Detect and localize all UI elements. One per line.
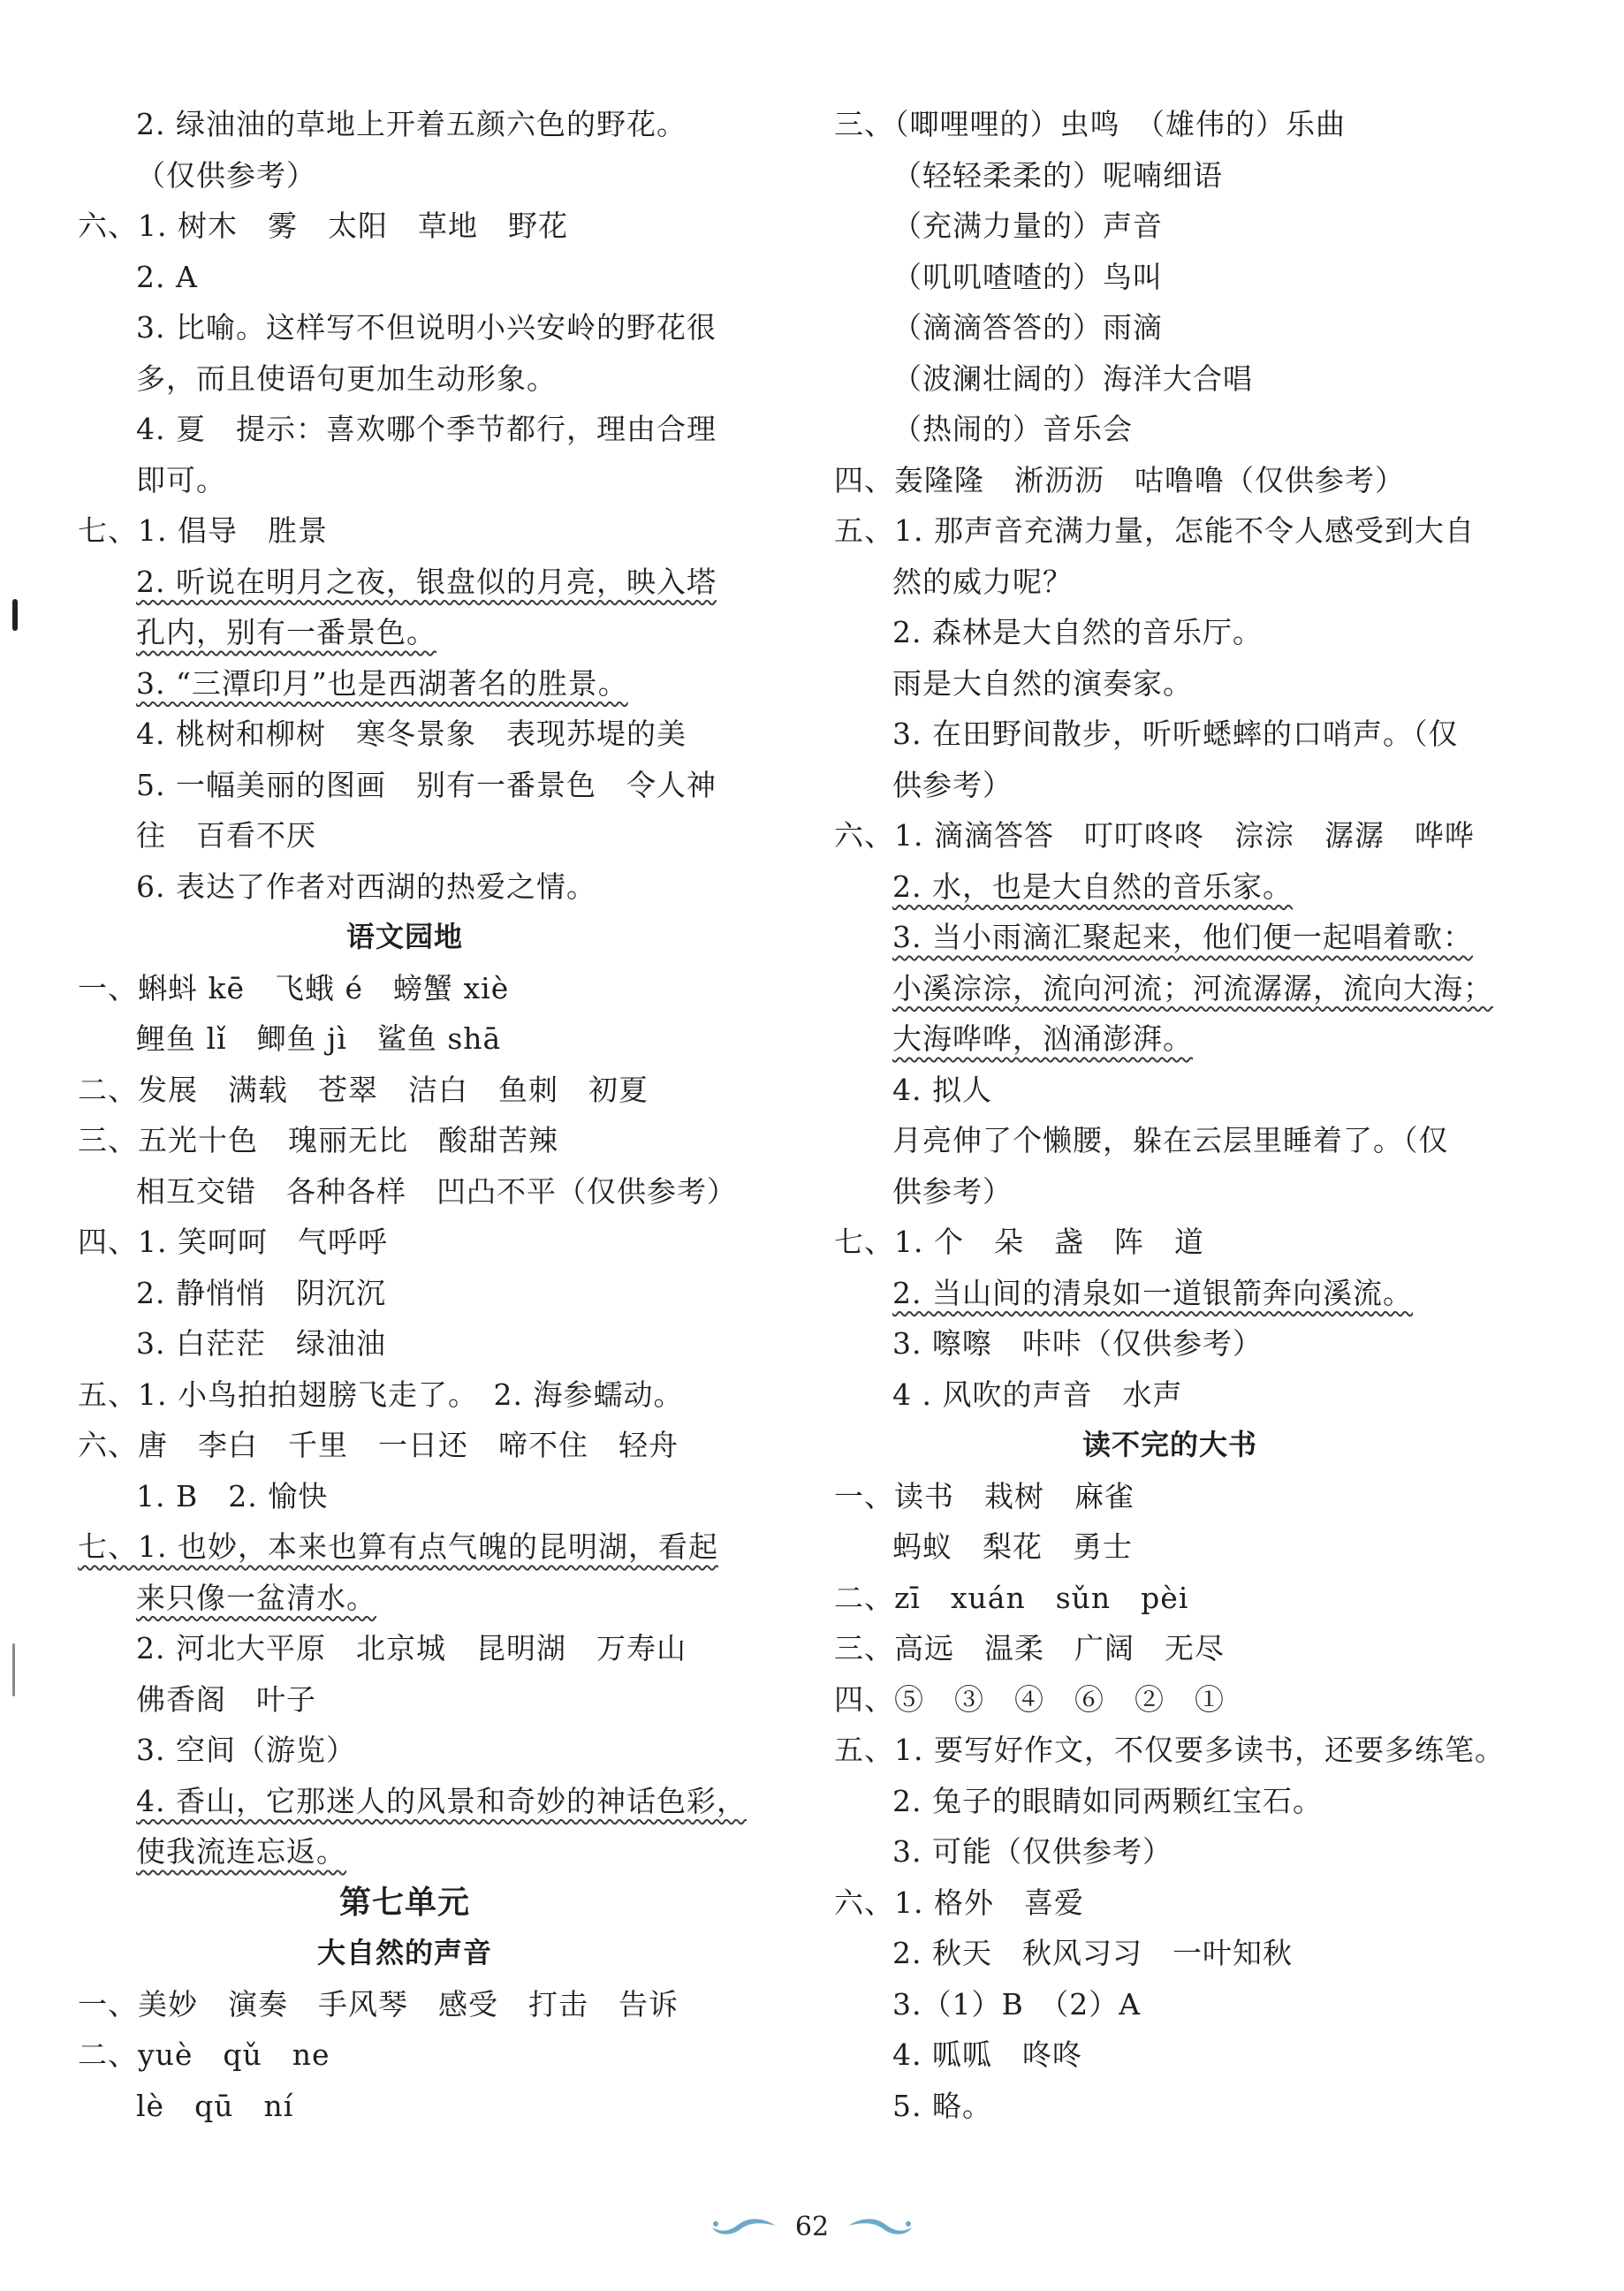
answer-line	[834, 1065, 1506, 1116]
section-heading	[834, 1420, 1506, 1471]
line-text: 鲤鱼 lǐ 鲫鱼 jì 鲨鱼 shā	[136, 1021, 502, 1056]
answer-line	[834, 1674, 1506, 1726]
answer-line	[834, 861, 1506, 913]
answer-line	[834, 1115, 1506, 1166]
answer-line	[78, 150, 732, 201]
line-text: 2. 河北大平原 北京城 昆明湖 万寿山	[136, 1631, 687, 1665]
answer-line	[834, 1979, 1506, 2030]
line-text: 3. 当小雨滴汇聚起来，他们便一起唱着歌：	[892, 920, 1473, 954]
line-text: 三、高远 温柔 广阔 无尽	[834, 1631, 1225, 1665]
answer-line	[834, 658, 1506, 709]
left-column	[78, 99, 747, 2131]
line-text: 3. 在田野间散步，听听蟋蟀的口哨声。（仅	[892, 717, 1459, 751]
line-text: 二、zī xuán sǔn pèi	[834, 1580, 1189, 1615]
line-text: 五、1. 要写好作文，不仅要多读书，还要多练笔。	[834, 1733, 1505, 1767]
answer-line	[78, 201, 732, 252]
answer-line	[78, 302, 732, 353]
line-text: （仅供参考）	[136, 157, 316, 193]
line-text: 5. 略。	[892, 2088, 992, 2123]
line-text: 2. 当山间的清泉如一道银箭奔向溪流。	[892, 1275, 1413, 1310]
answer-line	[834, 1573, 1506, 1624]
right-ornament-icon	[845, 2213, 919, 2240]
answer-line	[78, 658, 732, 709]
answer-line	[834, 1623, 1506, 1674]
line-text: 供参考）	[892, 767, 1013, 802]
line-text: 第七单元	[338, 1884, 470, 1921]
line-text: 4. 拟人	[892, 1072, 992, 1107]
answer-line	[834, 760, 1506, 811]
margin-mark	[12, 599, 18, 631]
answer-line	[78, 1573, 732, 1624]
answer-line	[78, 963, 732, 1014]
line-text: 多，而且使语句更加生动形象。	[136, 360, 557, 396]
answer-line	[834, 1725, 1506, 1776]
line-text: 来只像一盆清水。	[136, 1580, 376, 1615]
answer-line	[834, 1521, 1506, 1573]
line-text: 3. 白茫茫 绿油油	[136, 1326, 386, 1361]
line-text: 七、1. 个 朵 盏 阵 道	[834, 1225, 1204, 1259]
answer-line	[78, 607, 732, 658]
line-text: 即可。	[136, 462, 226, 497]
answer-line	[78, 557, 732, 608]
line-text: 五、1. 那声音充满力量，怎能不令人感受到大自	[834, 513, 1475, 548]
line-text: 2. 森林是大自然的音乐厅。	[892, 615, 1263, 649]
answer-line	[834, 1928, 1506, 1979]
answer-line	[78, 1166, 737, 1218]
line-text: 3. 嚓嚓 咔咔（仅供参考）	[892, 1326, 1263, 1361]
answer-line	[78, 760, 732, 811]
line-text: 4. 桃树和柳树 寒冬景象 表现苏堤的美	[136, 717, 687, 751]
line-text: （叽叽喳喳的）鸟叫	[892, 259, 1163, 294]
line-text: 三、（唧哩哩的）虫鸣 （雄伟的）乐曲	[834, 107, 1346, 141]
line-text: 五、1. 小鸟拍拍翅膀飞走了。 2. 海参蠕动。	[78, 1377, 684, 1412]
answer-line	[834, 1369, 1506, 1421]
answer-line	[834, 1826, 1506, 1878]
line-text: 1. B 2. 愉快	[136, 1478, 329, 1513]
answer-line	[834, 709, 1506, 760]
line-text: 四、⑤ ③ ④ ⑥ ② ①	[834, 1681, 1225, 1717]
line-text: 然的威力呢？	[892, 564, 1073, 599]
page-number: 62	[794, 2211, 830, 2242]
line-text: 4. 香山，它那迷人的风景和奇妙的神话色彩，	[136, 1783, 747, 1818]
page-footer	[0, 2200, 1624, 2253]
answer-line	[78, 1826, 732, 1878]
line-text: 四、1. 笑呵呵 气呼呼	[78, 1225, 388, 1259]
line-text: 六、1. 滴滴答答 叮叮咚咚 淙淙 潺潺 哗哗	[834, 818, 1475, 853]
answer-line	[78, 1115, 732, 1166]
line-text: （充满力量的）声音	[892, 209, 1163, 243]
line-text: 三、五光十色 瑰丽无比 酸甜苦辣	[78, 1123, 558, 1157]
line-text: （波澜壮阔的）海洋大合唱	[892, 360, 1253, 396]
answer-line	[834, 99, 1506, 150]
line-text: （热闹的）音乐会	[892, 412, 1133, 446]
answer-line	[78, 1369, 732, 1421]
answer-line	[834, 1776, 1506, 1827]
line-text: 供参考）	[892, 1173, 1013, 1209]
answer-line	[78, 1268, 732, 1319]
answer-line	[834, 353, 1506, 405]
line-text: 孔内，别有一番景色。	[136, 615, 436, 649]
answer-line	[78, 1776, 747, 1827]
answer-line	[78, 1471, 732, 1522]
answer-line	[78, 861, 732, 913]
section-heading	[78, 1928, 732, 1979]
line-text: （滴滴答答的）雨滴	[892, 310, 1163, 345]
line-text: 2. 绿油油的草地上开着五颜六色的野花。	[136, 107, 687, 141]
line-text: 七、1. 也妙，本来也算有点气魄的昆明湖，看起	[78, 1529, 718, 1564]
line-text: 六、唐 李白 千里 一日还 啼不住 轻舟	[78, 1428, 679, 1462]
line-text: 雨是大自然的演奏家。	[892, 665, 1193, 701]
answer-line	[834, 1878, 1506, 1929]
answer-line	[834, 505, 1506, 557]
line-text: 2. 静悄悄 阴沉沉	[136, 1275, 386, 1310]
answer-line	[78, 2081, 732, 2132]
line-text: 一、读书 栽树 麻雀	[834, 1478, 1135, 1513]
answer-line	[834, 810, 1506, 861]
answer-line	[78, 252, 732, 303]
answer-line	[78, 810, 732, 861]
answer-line	[78, 2029, 732, 2081]
answer-line	[834, 150, 1506, 201]
line-text: 3. 空间（游览）	[136, 1733, 356, 1767]
answer-line	[834, 963, 1506, 1014]
unit-title	[78, 1878, 732, 1929]
answer-line	[78, 1521, 732, 1573]
answer-line	[78, 404, 732, 455]
answer-line	[78, 709, 732, 760]
answer-line	[78, 1674, 732, 1726]
answer-line	[78, 1979, 732, 2030]
right-column	[834, 99, 1506, 2131]
line-text: 2. 秋天 秋风习习 一叶知秋	[892, 1936, 1293, 1970]
answer-line	[834, 201, 1506, 252]
answer-line	[78, 353, 732, 405]
line-text: 四、轰隆隆 淅沥沥 咕噜噜（仅供参考）	[834, 462, 1405, 497]
line-text: 往 百看不厌	[136, 818, 316, 853]
line-text: 佛香阁 叶子	[136, 1681, 316, 1717]
line-text: 2. 兔子的眼睛如同两颗红宝石。	[892, 1783, 1323, 1818]
line-text: 七、1. 倡导 胜景	[78, 513, 328, 548]
line-text: 2. 水，也是大自然的音乐家。	[892, 869, 1293, 904]
margin-mark	[12, 1643, 15, 1696]
line-text: 4. 呱呱 咚咚	[892, 2037, 1082, 2072]
answer-line	[78, 99, 732, 150]
answer-line	[78, 1725, 732, 1776]
line-text: 二、发展 满载 苍翠 洁白 鱼刺 初夏	[78, 1072, 649, 1107]
line-text: 3. “三潭印月”也是西湖著名的胜景。	[136, 665, 628, 701]
line-text: 小溪淙淙，流向河流；河流潺潺，流向大海；	[892, 970, 1493, 1005]
answer-line	[78, 1217, 732, 1268]
answer-line	[834, 1318, 1506, 1369]
line-text: 使我流连忘返。	[136, 1834, 346, 1869]
line-text: 语文园地	[345, 920, 463, 953]
line-text: 5. 一幅美丽的图画 别有一番景色 令人神	[136, 767, 717, 802]
line-text: lè qū ní	[136, 2088, 294, 2123]
line-text: 3. 比喻。这样写不但说明小兴安岭的野花很	[136, 310, 717, 345]
line-text: 相互交错 各种各样 凹凸不平（仅供参考）	[136, 1173, 737, 1209]
section-heading	[78, 912, 732, 963]
answer-line	[78, 1318, 732, 1369]
line-text: 大自然的声音	[316, 1936, 492, 1969]
answer-line	[834, 1268, 1506, 1319]
answer-line	[834, 607, 1506, 658]
line-text: 4. 夏 提示：喜欢哪个季节都行，理由合理	[136, 412, 717, 446]
line-text: 4 . 风吹的声音 水声	[892, 1377, 1183, 1412]
answer-line	[834, 455, 1506, 506]
answer-line	[834, 252, 1506, 303]
answer-line	[834, 302, 1506, 353]
answer-line	[78, 505, 732, 557]
line-text: 六、1. 格外 喜爱	[834, 1885, 1084, 1920]
answer-line	[78, 455, 732, 506]
answer-line	[834, 912, 1506, 963]
answer-line	[78, 1013, 732, 1065]
left-ornament-icon	[705, 2213, 779, 2240]
line-text: 大海哗哗，汹涌澎湃。	[892, 1021, 1193, 1056]
line-text: 2. A	[136, 259, 198, 294]
answer-line	[834, 1217, 1506, 1268]
answer-line	[78, 1623, 732, 1674]
line-text: 六、1. 树木 雾 太阳 草地 野花	[78, 209, 568, 243]
answer-line	[78, 1420, 732, 1471]
answer-line	[834, 2029, 1506, 2081]
line-text: 月亮伸了个懒腰，躲在云层里睡着了。（仅	[892, 1123, 1449, 1157]
line-text: 6. 表达了作者对西湖的热爱之情。	[136, 869, 596, 904]
answer-line	[834, 1013, 1506, 1065]
line-text: 一、美妙 演奏 手风琴 感受 打击 告诉	[78, 1986, 679, 2022]
line-text: 蚂蚁 梨花 勇士	[892, 1529, 1133, 1564]
answer-line	[834, 404, 1506, 455]
line-text: 读不完的大书	[1081, 1428, 1257, 1461]
answer-line	[834, 1166, 1506, 1218]
line-text: 3. 可能（仅供参考）	[892, 1834, 1172, 1869]
answer-line	[78, 1065, 732, 1116]
line-text: 3.（1）B （2）A	[892, 1986, 1142, 2022]
answer-line	[834, 2081, 1506, 2132]
line-text: 一、蝌蚪 kē 飞蛾 é 螃蟹 xiè	[78, 970, 510, 1005]
line-text: 2. 听说在明月之夜，银盘似的月亮，映入塔	[136, 564, 717, 599]
answer-line	[834, 1471, 1506, 1522]
line-text: 二、yuè qǔ ne	[78, 2037, 330, 2072]
line-text: （轻轻柔柔的）呢喃细语	[892, 157, 1223, 193]
answer-line	[834, 557, 1506, 608]
